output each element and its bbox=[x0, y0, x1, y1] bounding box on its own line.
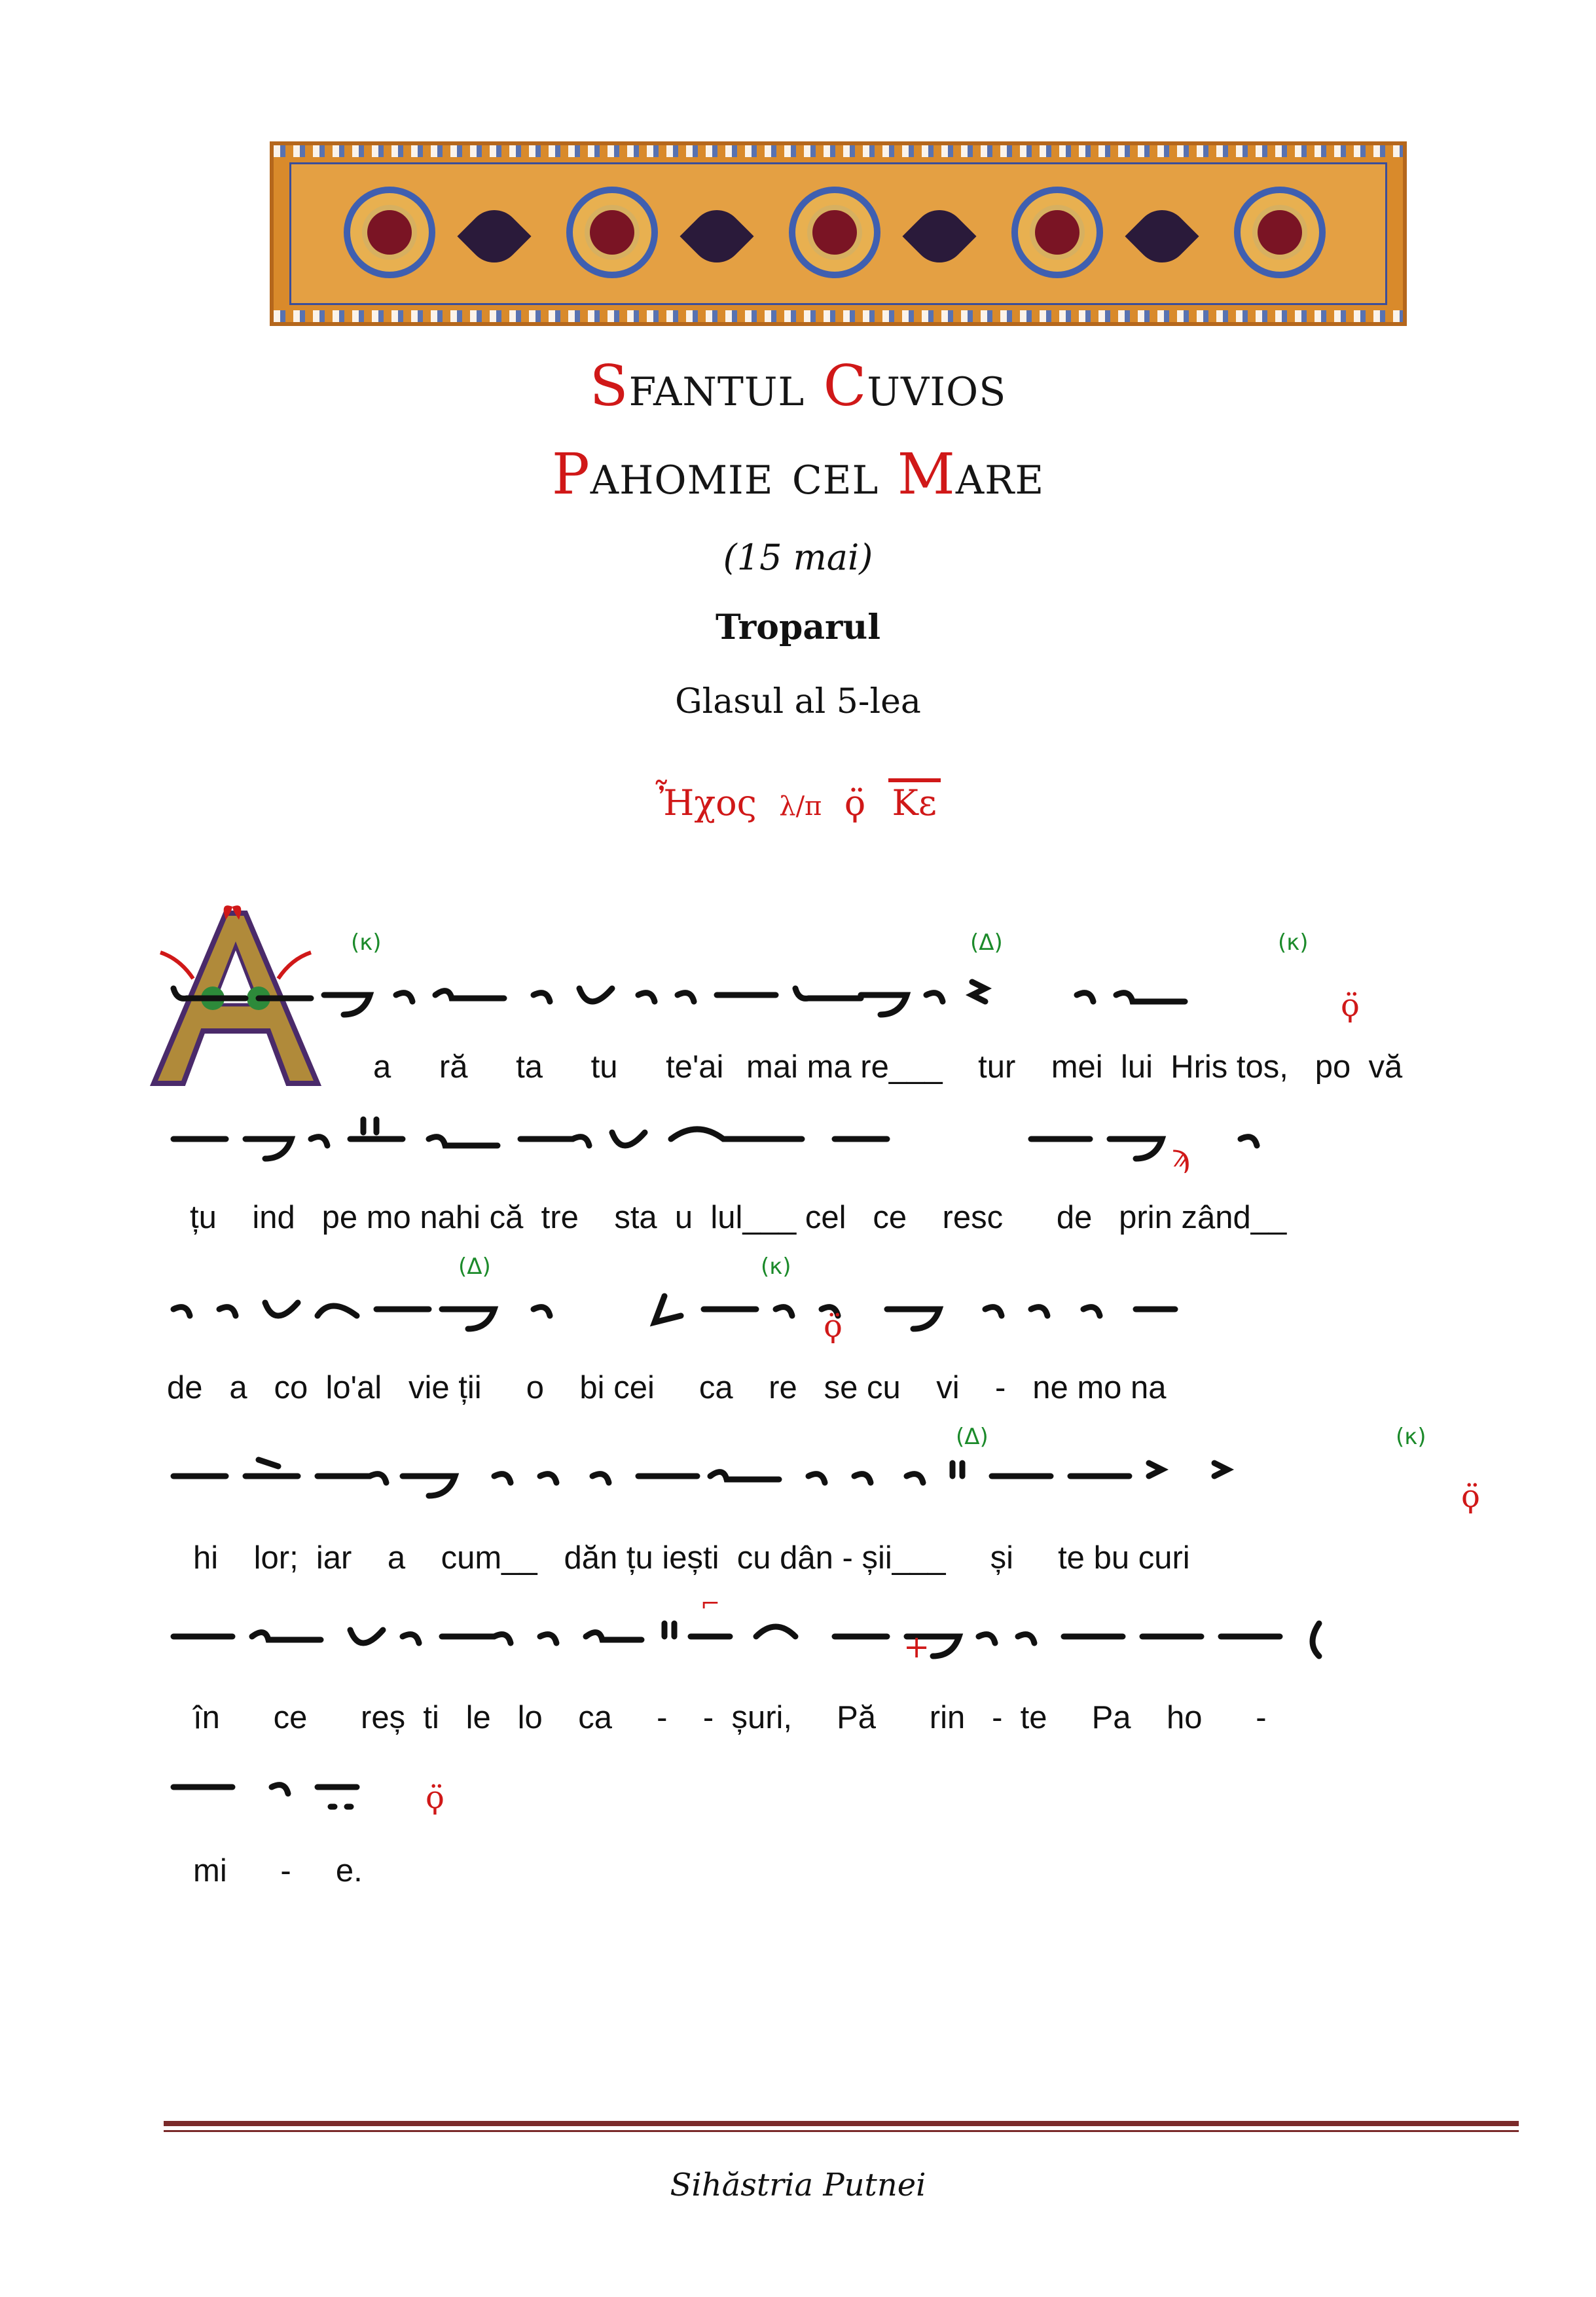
lyrics-line-4: hi lor; iar a cum__ dăn țu iești cu dân - șii___ și te bu curi bbox=[193, 1540, 1190, 1576]
mark-k: (κ) bbox=[1396, 1424, 1426, 1450]
interval-sign: ϡ bbox=[1172, 1138, 1190, 1174]
page-title-line2: Pahomie cel Mare bbox=[551, 442, 1045, 507]
neume-row-6 bbox=[167, 1761, 1483, 1820]
martyria-sign: ϙ̈ bbox=[1461, 1478, 1480, 1515]
lyrics-line-1b: mai ma re___ tur mei lui Hris tos, po vă bbox=[746, 1049, 1403, 1085]
phthora-plus: + bbox=[903, 1629, 930, 1665]
ornamental-banner bbox=[270, 141, 1407, 326]
footer-divider bbox=[164, 2121, 1519, 2126]
echos-signature: Ἦχος λ/π ϙ̈ Κε bbox=[0, 782, 1596, 823]
neume-row-1 bbox=[167, 969, 1483, 1028]
footer-divider-thin bbox=[164, 2130, 1519, 2132]
mark-d: (Δ) bbox=[970, 930, 1003, 956]
lyrics-line-3: de a co lo'al vie ții o bi cei ca re se cu vi - ne mo na bbox=[167, 1370, 1167, 1405]
footer-text: Sihăstria Putnei bbox=[670, 2167, 926, 2203]
mark-k: (κ) bbox=[351, 930, 382, 956]
mark-d: (Δ) bbox=[956, 1424, 988, 1450]
section-heading: Troparul bbox=[715, 607, 880, 647]
martyria-sign: ϙ̈ bbox=[1341, 987, 1360, 1024]
mark-d: (Δ) bbox=[458, 1254, 491, 1280]
gorgon-sign: ⌐ bbox=[700, 1591, 721, 1618]
martyria-sign: ϙ̈ bbox=[824, 1308, 843, 1345]
martyria-sign: ϙ̈ bbox=[426, 1779, 444, 1816]
lyrics-line-1: a ră ta tu te'ai bbox=[373, 1049, 724, 1085]
neume-row-4 bbox=[167, 1450, 1483, 1509]
lyrics-line-2: țu ind pe mo nahi că tre sta u lul___ cel ce resc de prin zând__ bbox=[190, 1200, 1287, 1235]
lyrics-line-5: în ce reș ti le lo ca - - șuri, Pă rin - te Pa ho - bbox=[193, 1700, 1267, 1735]
mark-k: (κ) bbox=[1278, 930, 1309, 956]
lyrics-line-6: mi - e. bbox=[193, 1853, 363, 1889]
tone-label: Glasul al 5-lea bbox=[675, 682, 921, 721]
neume-row-2 bbox=[167, 1113, 1483, 1172]
mark-k: (κ) bbox=[761, 1254, 791, 1280]
page-title-line1: Sfantul Cuvios bbox=[589, 353, 1007, 419]
neume-row-5 bbox=[167, 1610, 1483, 1669]
feast-date: (15 mai) bbox=[723, 537, 873, 578]
